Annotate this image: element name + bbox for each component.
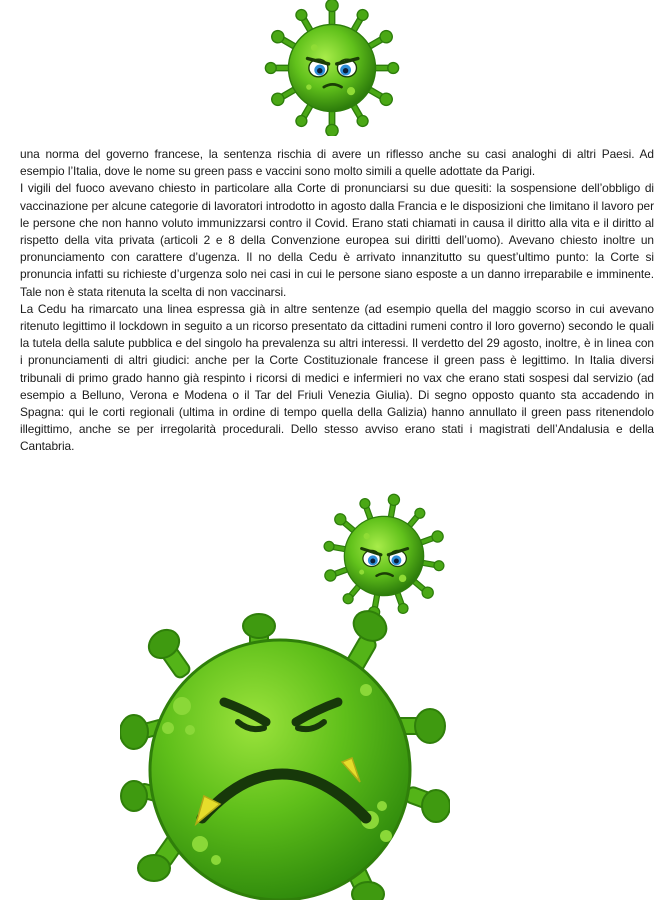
article-body: [20, 146, 654, 456]
angry-virus-icon: [120, 610, 450, 900]
angry-virus-icon: [322, 492, 446, 620]
angry-virus-icon: [264, 0, 400, 136]
article-paragraph-3: La Cedu ha rimarcato una linea espressa già in altre sentenze (ad esempio quella del maggio scorso in cui avevano ritenuto legittimo il lockdown in seguito a un ricorso presentato da cittadini rumeni contro il loro governo) secondo le quali la tutela della salute pubblica e del singolo ha prevalenza su altri interessi. Il verdetto del 29 agosto, inoltre, è in linea con i pronunciamenti di altri giudici: anche per la Corte Costituzionale francese il green pass è legittimo. In Italia diversi tribunali di primo grado hanno già respinto i ricorsi di medici e infermieri no vax che erano stati sospesi dal servizio (ad esempio a Belluno, Verona e Modena o il Tar del Friuli Venezia Giulia). Di segno opposto quanto sta accadendo in Spagna: qui le corti regionali (ultima in ordine di tempo quella della Galizia) hanno annullato il green pass ritenendolo illegittimo, anche se per irregolarità procedurali. Dello stesso avviso erano stati i magistrati dell’Andalusia e della Cantabria.: [20, 301, 654, 454]
article-paragraph-1: una norma del governo francese, la sentenza rischia di avere un riflesso anche su casi analoghi di altri Paesi. Ad esempio l’Italia, dove le nome su green pass e vaccini sono molto simili a quelle adottate da Parigi.: [20, 147, 654, 179]
article-paragraph-2: I vigili del fuoco avevano chiesto in particolare alla Corte di pronunciarsi su due quesiti: la sospensione dell’obbligo di vaccinazione per alcune categorie di lavoratori introdotto in agosto dalla Francia e le disposizioni che limitano il lavoro per le persone che non hanno voluto immunizzarsi contro il Covid. Erano stati chiamati in causa il diritto alla vita e il diritto al rispetto della vita privata (articoli 2 e 8 della Convenzione europea sui diritti dell’uomo). Avevano chiesto inoltre un pronunciamento con carattere d’ugenza. Il no della Cedu è arrivato innanzitutto su quest’ultimo punto: la Corte si pronuncia infatti su richieste d’urgenza solo nei casi in cui le persone siano esposte a un danno irreparabile e imminente. Tale non è stata ritenuta la scelta di non vaccinarsi.: [20, 181, 654, 299]
